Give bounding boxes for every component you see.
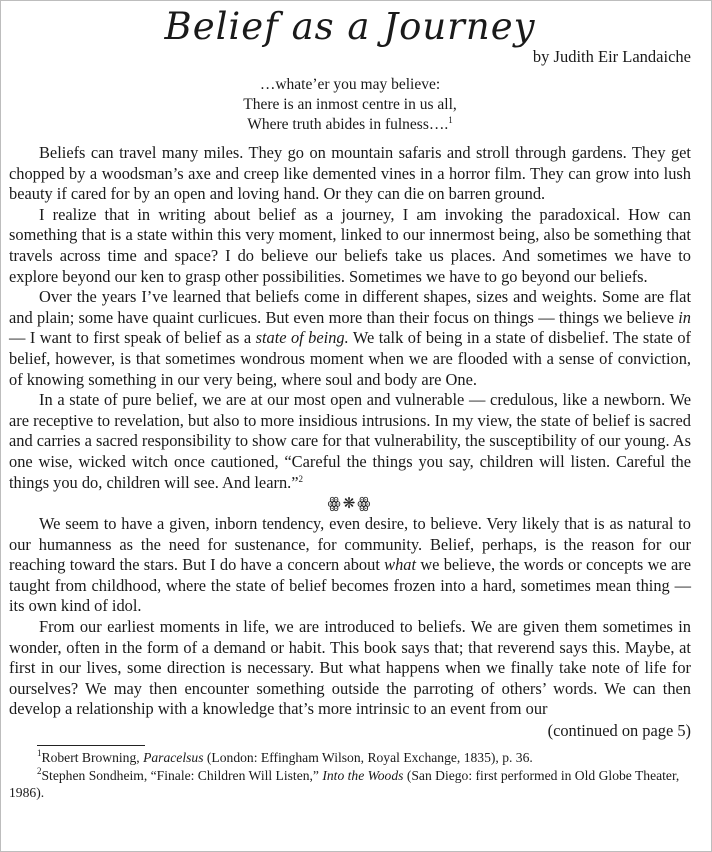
text-run: (San Diego: first performed in Old Globe Theater, 1986). [9,767,680,801]
text-run: Beliefs can travel many miles. They go on mountain safaris and stroll through gardens. They get chopped by a woodsman’s axe and creep like demented vines in a horror film. They can grow into lush beauty if cared for by an open and loving hand. Or they can die on barren ground. [9,143,691,204]
epigraph-line: …whate’er you may believe: [259,76,441,93]
footnote [9,749,691,767]
text-run: Robert Browning, [41,750,144,766]
text-run: I realize that in writing about belief as a journey, I am invoking the paradoxical. How can something that is a state within this very moment, linked to our innermost being, also be something that travels across time and space? I do believe our beliefs take us places. And sometimes we have to explore beyond our ken to grasp other possibilities. Sometimes we have to go beyond our beliefs. [9,204,691,286]
footnote-marker: 2 [37,765,42,776]
italic-text: Paracelsus [143,750,204,766]
epigraph-line-text: Where truth abides in fulness…. [247,116,449,133]
text-run: we believe, the words or concepts we are taught from childhood, where the state of belief becomes frozen into a hard, sometimes mean thing — its own kind of idol. [9,555,691,616]
text-run: — I want to first speak of belief as a [9,328,256,348]
text-run: In a state of pure belief, we are at our most open and vulnerable — credulous, like a newborn. We are receptive to revelation, but also to more insidious intrusions. In my view, the state of belief is sacred and carries a sacred responsibility to show care for that vulnerability, the susceptibility of our young. As one wise, wicked witch once cautioned, “Careful the things you say, children will listen. Careful the things you do, children will see. And learn.” [9,390,691,492]
byline: by Judith Eir Landaiche [532,47,691,66]
epigraph-line [9,115,691,135]
text-run: Over the years I’ve learned that beliefs come in different shapes, sizes and weights. Some are flat and plain; some have quaint curlicues. But even more than their focus on things — things we believe [9,287,691,327]
footnote-marker: 1 [37,748,42,759]
epigraph [9,75,691,135]
body-paragraph [9,287,691,390]
footnote [9,767,691,802]
section-divider-ornament: ꙮ❋ꙮ [327,496,373,513]
body-paragraph [9,514,691,617]
italic-text: Into the Woods [322,767,404,783]
italic-text: in [678,307,691,327]
footnote-marker: 2 [298,473,304,484]
text-run: Stephen Sondheim, “Finale: Children Will Listen,” [41,767,323,783]
article-title: Belief as a Journey [164,5,536,48]
text-run: We seem to have a given, inborn tendency, even desire, to believe. Very likely that is as natural to our humanness as the need for sustenance, for community. Belief, perhaps, is the reason for our reaching toward the stars. But I do have a concern about [9,514,691,575]
continued-note: (continued on page 5) [547,721,691,741]
body-paragraph [9,143,691,205]
article-body [9,143,691,720]
body-paragraph [9,390,691,493]
text-run: From our earliest moments in life, we are introduced to beliefs. We are given them sometimes in wonder, often in the form of a demand or habit. This book says that; that reverend says this. Maybe, at first in our lives, some direction is necessary. But what happens when we finally take note of life for ourselves? We may then encounter something outside the parroting of others’ words. We can then develop a relationship with a knowledge that’s more intrinsic to an event from our [9,617,691,719]
body-paragraph [9,617,691,720]
italic-text: what [384,555,417,575]
epigraph-line: There is an inmost centre in us all, [243,96,457,113]
document-page [9,5,691,802]
footnote-marker: 1 [448,115,453,125]
footnotes [9,749,691,802]
footnote-rule [37,745,145,746]
text-run: We talk of being in a state of disbelief. The state of belief, however, is that sometimes wondrous moment when we are flooded with a sense of conviction, of knowing something in our very being, where soul and body are One. [9,328,691,389]
italic-text: state of being. [255,328,349,348]
text-run: (London: Effingham Wilson, Royal Exchange, 1835), p. 36. [203,750,533,766]
body-paragraph [9,205,691,287]
